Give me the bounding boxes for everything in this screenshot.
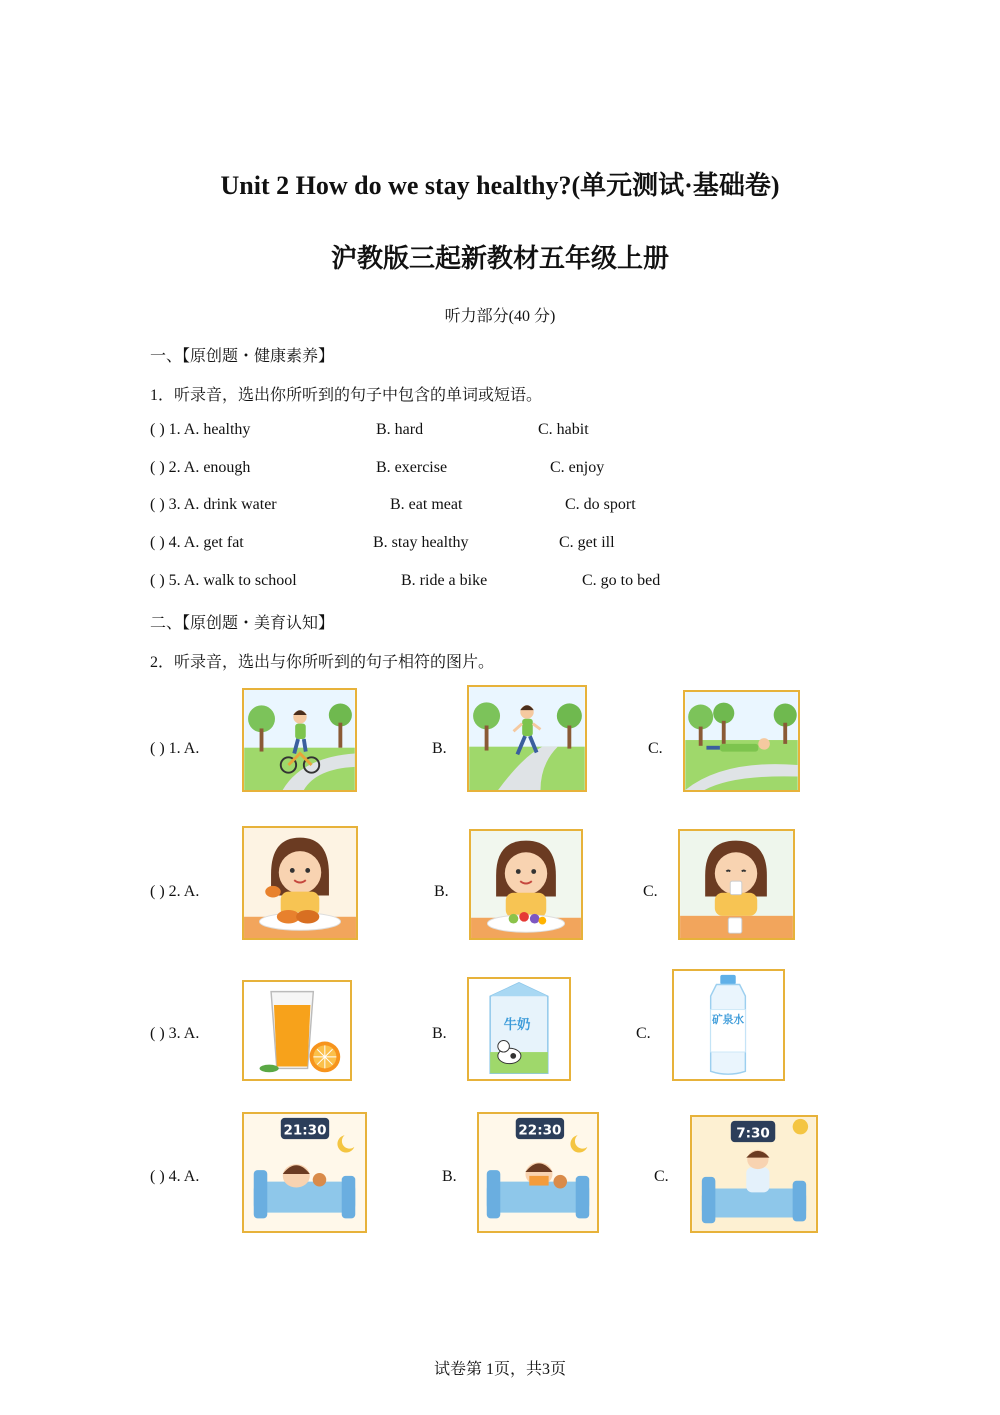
q2-row-2-b: B.: [434, 883, 449, 900]
picture-drink-milk: [678, 829, 795, 940]
q2-row-2-c: C.: [643, 883, 658, 900]
clock-c-time: 7:30: [736, 1125, 770, 1142]
q1-item-3-b: B. eat meat: [390, 496, 463, 513]
q1-item-5-c: C. go to bed: [582, 572, 661, 589]
fruit-salad-illustration: [471, 831, 581, 938]
wake-730-illustration: [692, 1117, 816, 1231]
q2-row-1-c: C.: [648, 740, 663, 757]
lying-grass-illustration: [685, 692, 798, 790]
q1-item-3-c: C. do sport: [565, 496, 636, 513]
milk-label: 牛奶: [503, 1018, 531, 1033]
q2-row-2: ( ) 2. A.: [150, 883, 200, 900]
q2-row-1: ( ) 1. A.: [150, 740, 200, 757]
q2-row-1-b: B.: [432, 740, 447, 757]
running-illustration: [469, 687, 585, 790]
fried-chicken-illustration: [244, 828, 356, 938]
section2-heading: 二、【原创题・美育认知】: [150, 613, 335, 632]
q1-item-2-b: B. exercise: [376, 459, 448, 476]
ride-bike-illustration: [244, 690, 355, 790]
q1-item-5: ( ) 5. A. walk to school: [150, 572, 297, 589]
sleep-2130-illustration: [244, 1114, 365, 1231]
picture-wake-730: [690, 1115, 818, 1233]
section1-heading: 一、【原创题・健康素养】: [150, 346, 335, 365]
q2-row-3-b: B.: [432, 1025, 447, 1042]
picture-running: [467, 685, 587, 792]
water-bottle-illustration: [674, 971, 783, 1079]
q1-item-2-c: C. enjoy: [550, 459, 605, 476]
picture-ride-bike: [242, 688, 357, 792]
picture-milk-carton: [467, 977, 571, 1081]
q1-item-4-b: B. stay healthy: [373, 534, 469, 551]
clock-a-time: 21:30: [283, 1122, 327, 1139]
water-label: 矿泉水: [712, 1014, 744, 1027]
q1-item-5-b: B. ride a bike: [401, 572, 488, 589]
picture-lying-grass: [683, 690, 800, 792]
section1-instruction: 1．听录音，选出你所听到的句子中包含的单词或短语。: [150, 387, 543, 404]
q2-row-4-c: C.: [654, 1168, 669, 1185]
q1-item-4-c: C. get ill: [559, 534, 615, 551]
q1-item-3: ( ) 3. A. drink water: [150, 496, 277, 513]
picture-orange-juice: [242, 980, 352, 1081]
picture-sleep-2130: [242, 1112, 367, 1233]
clock-b-time: 22:30: [518, 1122, 562, 1139]
q2-row-4: ( ) 4. A.: [150, 1168, 200, 1185]
sleep-2230-illustration: [479, 1114, 597, 1231]
picture-sleep-2230: [477, 1112, 599, 1233]
q1-item-1: ( ) 1. A. healthy: [150, 421, 251, 438]
picture-eat-fruit-salad: [469, 829, 583, 940]
exam-subtitle: 沪教版三起新教材五年级上册: [330, 244, 669, 274]
q2-row-4-b: B.: [442, 1168, 457, 1185]
milk-carton-illustration: [469, 979, 569, 1079]
q1-item-1-c: C. habit: [538, 421, 589, 438]
picture-water-bottle: [672, 969, 785, 1081]
drink-milk-illustration: [680, 831, 793, 938]
exam-title: Unit 2 How do we stay healthy?(单元测试·基础卷): [220, 171, 780, 200]
orange-juice-illustration: [244, 982, 350, 1079]
picture-eat-fried-chicken: [242, 826, 358, 940]
q2-row-3-c: C.: [636, 1025, 651, 1042]
q1-item-1-b: B. hard: [376, 421, 424, 438]
page-footer: 试卷第 1页，共3页: [433, 1361, 566, 1378]
q2-row-3: ( ) 3. A.: [150, 1025, 200, 1042]
listening-part-label: 听力部分(40 分): [444, 308, 556, 325]
q1-item-4: ( ) 4. A. get fat: [150, 534, 244, 551]
section2-instruction: 2．听录音，选出与你所听到的句子相符的图片。: [150, 654, 495, 671]
q1-item-2: ( ) 2. A. enough: [150, 459, 251, 476]
